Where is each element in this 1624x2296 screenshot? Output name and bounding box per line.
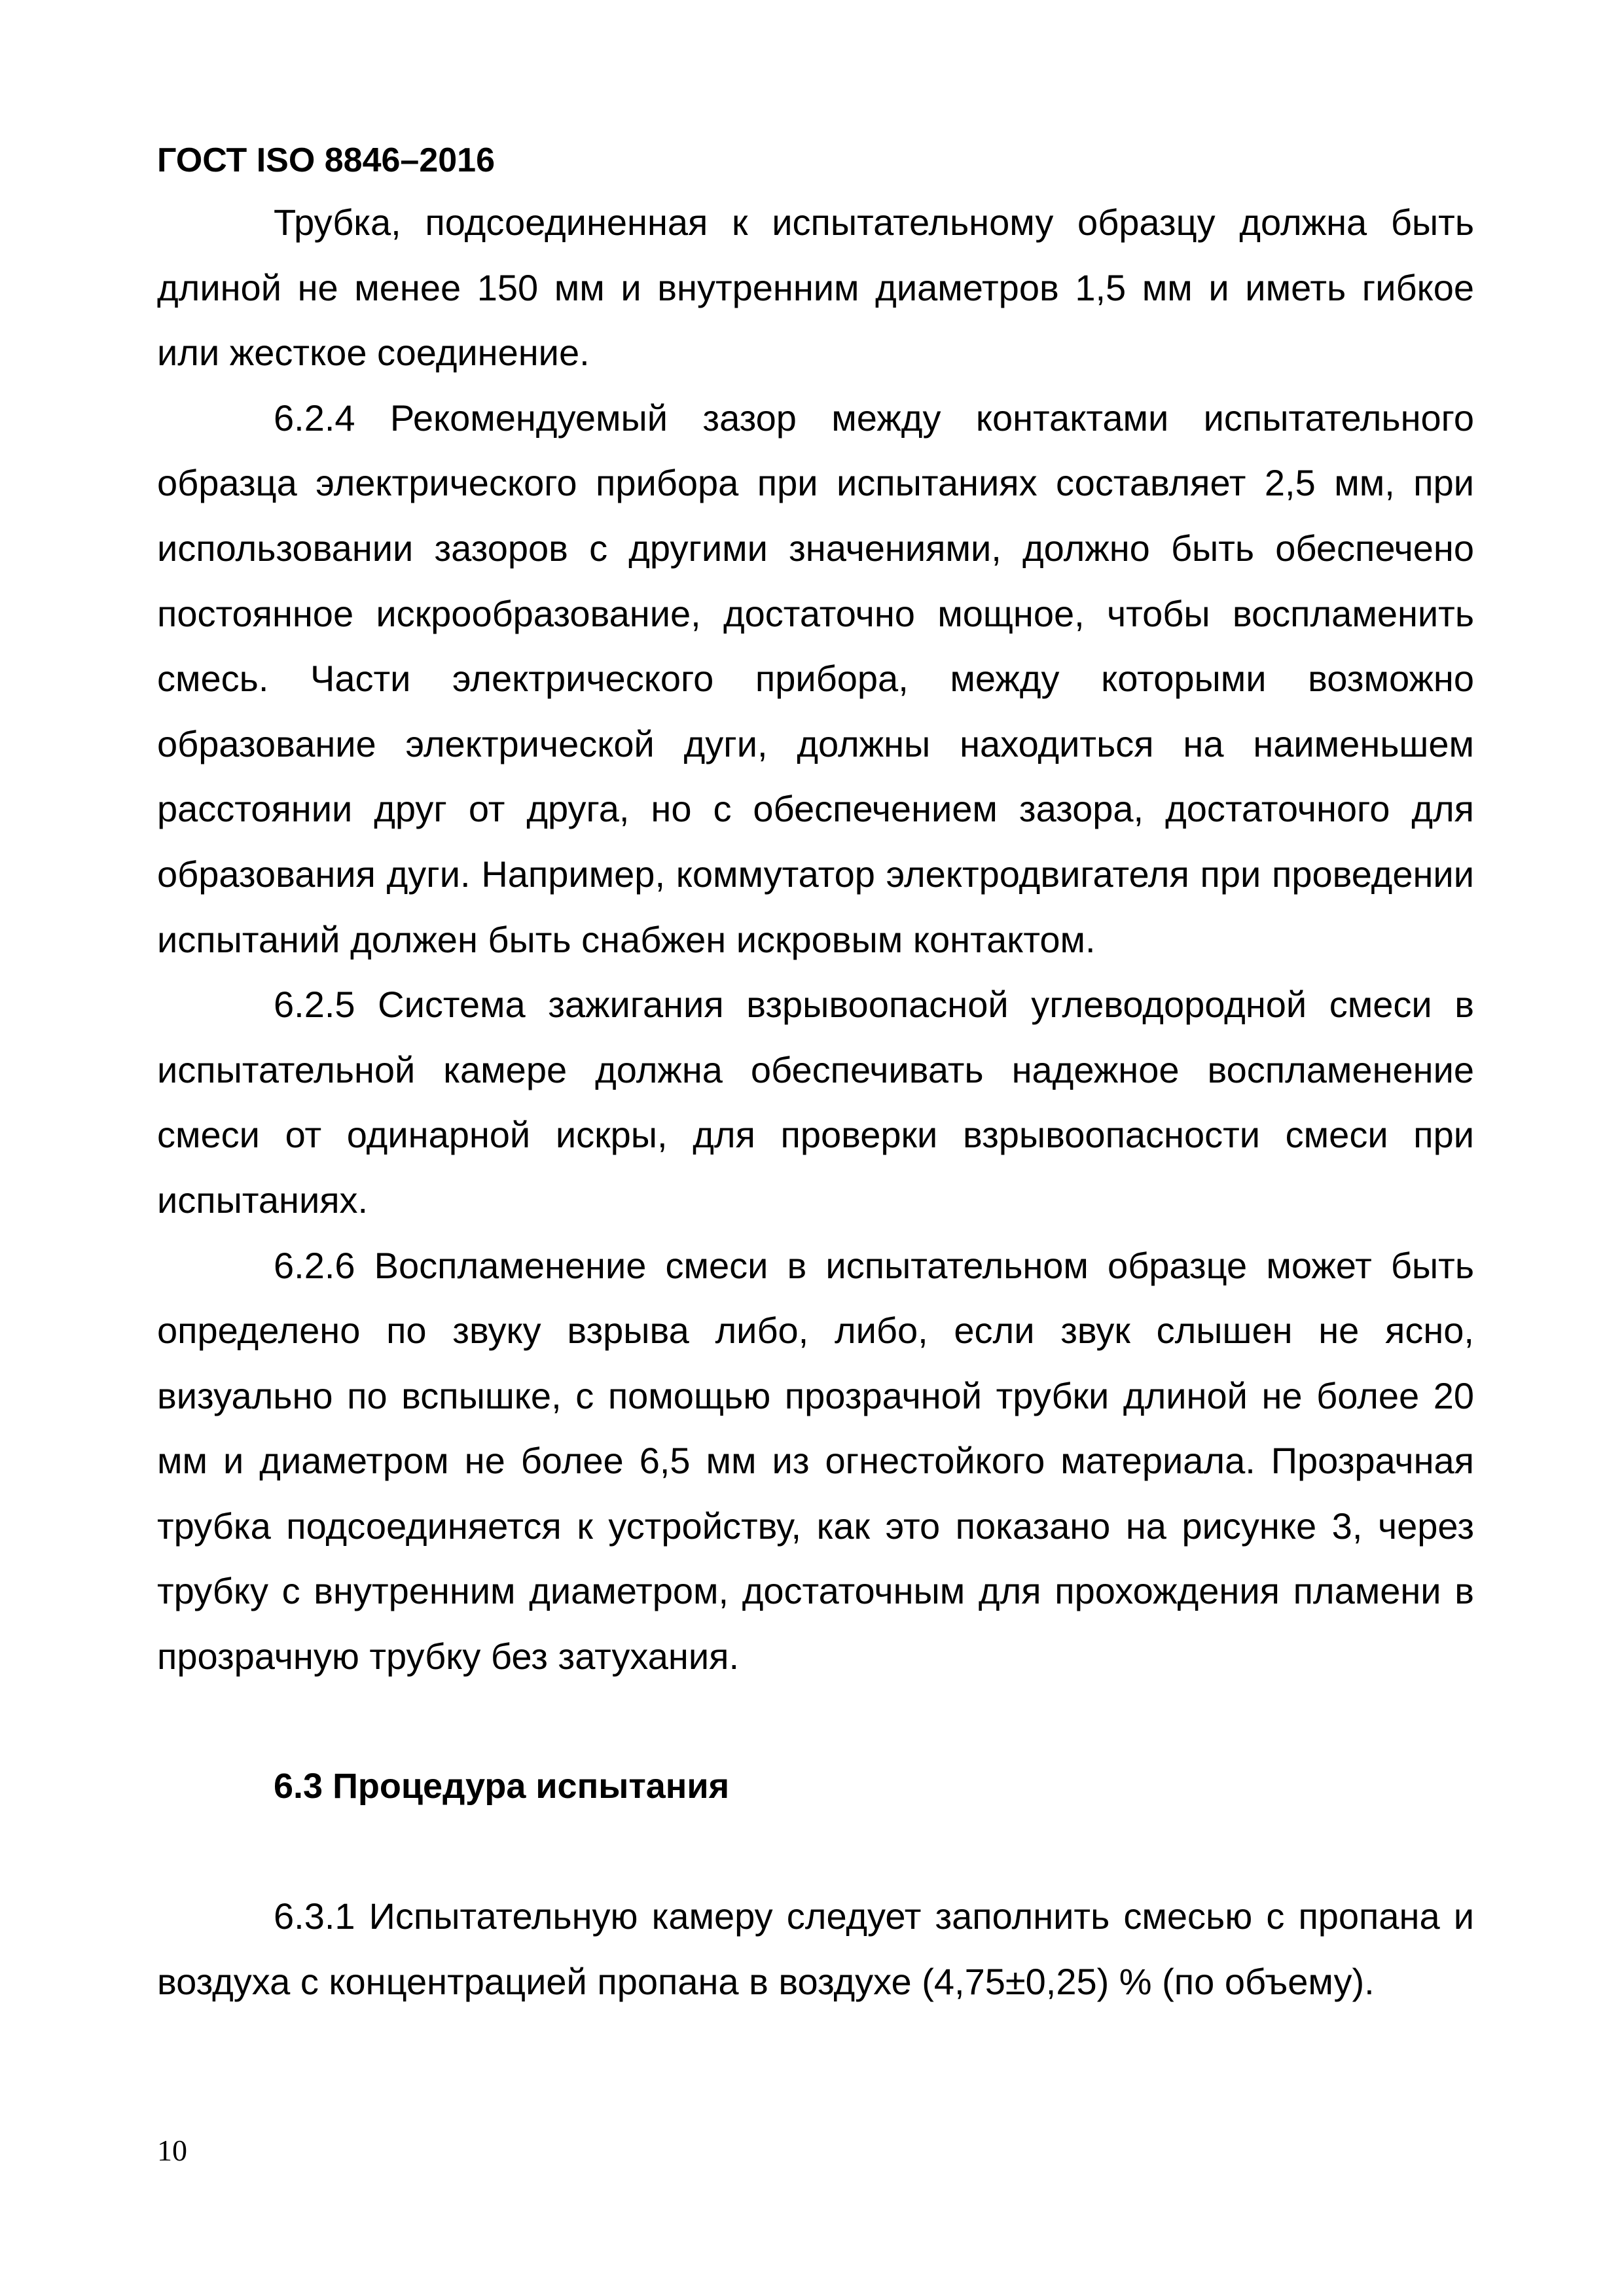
page-number: 10 — [157, 2134, 187, 2167]
paragraph-6-3-1: 6.3.1 Испытательную камеру следует заполнить смесью с пропана и воздуха с концентрацией пропана в воздухе (4,75±0,25) % (по объему). — [157, 1895, 1474, 2002]
document-header: ГОСТ ISO 8846–2016 — [157, 141, 496, 179]
section-heading-6-3: 6.3 Процедура испытания — [274, 1766, 730, 1806]
paragraph-6-2-4: 6.2.4 Рекомендуемый зазор между контактами испытательного образца электрического прибора при испытаниях составляет 2,5 мм, при использовании зазоров с другими значениями, должно быть обеспечено постоянное искрообразование, достаточно мощное, чтобы воспламенить смесь. Части электрического прибора, между которыми возможно образование электрической дуги, должны находиться на наименьшем расстоянии друг от друга, но с обеспечением зазора, достаточного для образования дуги. Например, коммутатор электродвигателя при проведении испытаний должен быть снабжен искровым контактом. — [157, 397, 1474, 960]
paragraph-6-2-6: 6.2.6 Воспламенение смеси в испытательном образце может быть определено по звуку взрыва либо, либо, если звук слышен не ясно, визуально по вспышке, с помощью прозрачной трубки длиной не более 20 мм и диаметром не более 6,5 мм из огнестойкого материала. Прозрачная трубка подсоединяется к устройству, как это показано на рисунке 3, через трубку с внутренним диаметром, достаточным для прохождения пламени в прозрачную трубку без затухания. — [157, 1244, 1474, 1677]
paragraph-tube-connection: Трубка, подсоединенная к испытательному образцу должна быть длиной не менее 150 мм и внутренним диаметров 1,5 мм и иметь гибкое или жесткое соединение. — [157, 202, 1474, 374]
paragraph-6-2-5: 6.2.5 Система зажигания взрывоопасной углеводородной смеси в испытательной камере должна обеспечивать надежное воспламенение смеси от одинарной искры, для проверки взрывоопасности смеси при испытаниях. — [157, 984, 1474, 1221]
document-body — [157, 190, 1474, 2014]
